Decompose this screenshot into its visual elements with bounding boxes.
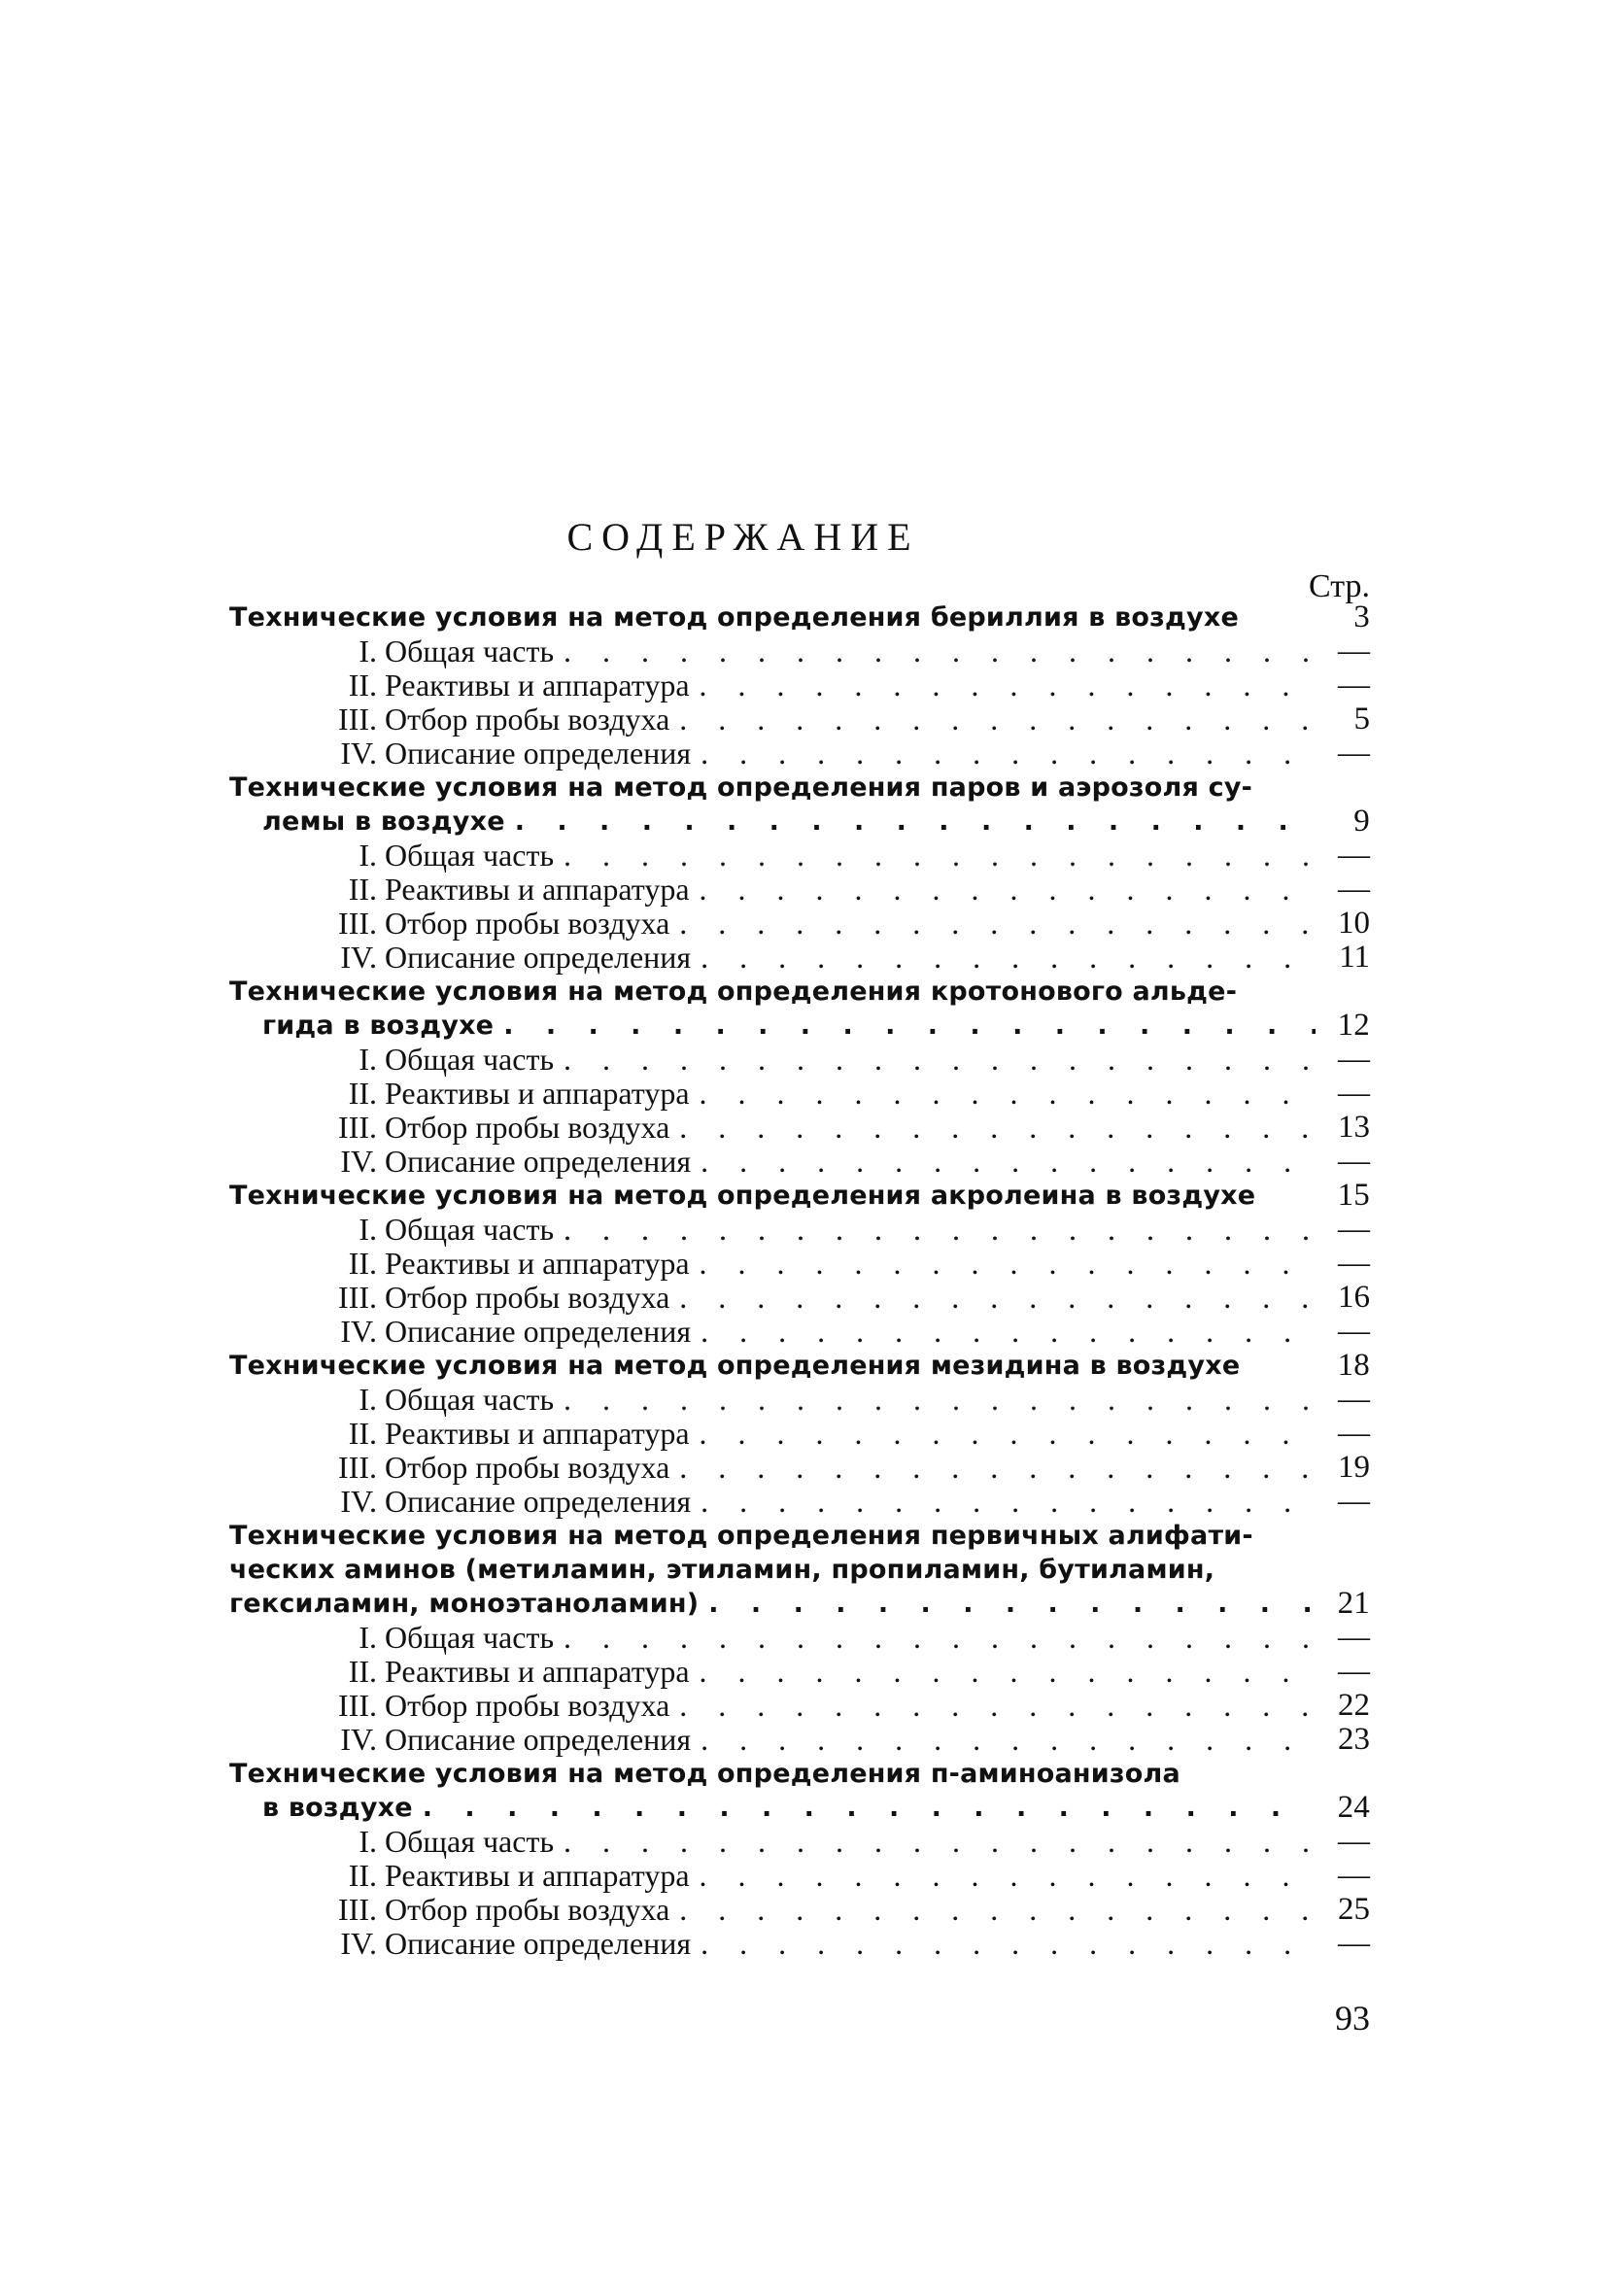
dot-leader	[701, 1315, 1316, 1349]
roman-numeral: II.	[348, 1654, 377, 1689]
roman-numeral: I.	[359, 1042, 377, 1077]
toc-subentry[interactable]	[229, 1077, 1370, 1111]
toc-entry-page: 12	[1337, 1008, 1370, 1043]
toc-subentry-label: Общая часть	[385, 1620, 555, 1655]
dot-leader	[701, 1145, 1316, 1179]
toc-subentry-label: Отбор пробы воздуха	[385, 1892, 670, 1927]
dot-leader	[679, 907, 1316, 941]
roman-numeral: I.	[359, 1212, 377, 1247]
toc-subentry-label: Описание определения	[385, 1144, 692, 1179]
toc-subentry[interactable]	[229, 1145, 1370, 1179]
toc-entry-title-continued[interactable]	[229, 1587, 1370, 1621]
dot-leader	[679, 1893, 1316, 1927]
toc-subentry-page: 10	[1338, 906, 1370, 941]
toc-subentry-label: Отбор пробы воздуха	[385, 1450, 670, 1485]
toc-subentry-label: Реактивы и аппаратура	[385, 872, 690, 907]
toc-subentry-page: —	[1338, 1382, 1370, 1417]
toc-entry-title-text: в воздухе	[262, 1793, 413, 1823]
toc-subentry-label: Общая часть	[385, 1382, 555, 1417]
roman-numeral: III.	[338, 1892, 377, 1927]
dot-leader	[564, 1825, 1316, 1859]
toc-subentry-page: —	[1338, 1926, 1370, 1961]
dot-leader	[515, 805, 1316, 839]
toc-entry-title-continued[interactable]	[229, 805, 1370, 839]
dot-leader	[700, 1859, 1316, 1893]
page-title: СОДЕРЖАНИЕ	[566, 515, 920, 559]
toc-subentry[interactable]	[229, 1723, 1370, 1757]
toc-entry-page: 21	[1337, 1586, 1370, 1621]
toc-subentry-label: Реактивы и аппаратура	[385, 1858, 690, 1893]
roman-numeral: III.	[338, 702, 377, 737]
roman-numeral: II.	[348, 1858, 377, 1893]
dot-leader	[700, 1417, 1316, 1451]
toc-subentry-page: —	[1338, 668, 1370, 703]
toc-subentry[interactable]	[229, 1281, 1370, 1315]
toc-subentry-page: —	[1338, 1246, 1370, 1281]
toc-subentry-label: Описание определения	[385, 1926, 692, 1961]
toc-entry-title-text: лемы в воздухе	[262, 806, 505, 837]
toc-entry-title-text: Технические условия на метод определения кротонового альде-	[229, 977, 1238, 1007]
toc-subentry[interactable]	[229, 907, 1370, 941]
roman-numeral: I.	[359, 1620, 377, 1655]
toc-entry-title-continued[interactable]	[229, 1553, 1370, 1587]
dot-leader	[701, 1485, 1316, 1519]
roman-numeral: II.	[348, 1416, 377, 1451]
toc-entry-title-text: ческих аминов (метиламин, этиламин, пропиламин, бутиламин,	[229, 1555, 1215, 1585]
toc-subentry-label: Отбор пробы воздуха	[385, 702, 670, 737]
toc-entry-page: 9	[1353, 804, 1370, 839]
toc-subentry-page: —	[1338, 872, 1370, 907]
toc-subentry-label: Реактивы и аппаратура	[385, 1416, 690, 1451]
toc-subentry-label: Реактивы и аппаратура	[385, 1654, 690, 1689]
toc-subentry-page: 25	[1338, 1892, 1370, 1927]
toc-subentry[interactable]	[229, 1383, 1370, 1417]
dot-leader	[564, 1621, 1316, 1655]
dot-leader	[700, 1247, 1316, 1281]
toc-subentry[interactable]	[229, 1247, 1370, 1281]
roman-numeral: IV.	[340, 1484, 377, 1519]
dot-leader	[679, 1689, 1316, 1723]
toc-entry-title-text: гида в воздухе	[262, 1011, 495, 1041]
toc-entry-title[interactable]	[229, 600, 1370, 634]
toc-subentry[interactable]	[229, 1655, 1370, 1689]
toc-subentry-page: —	[1338, 1042, 1370, 1077]
toc-subentry-page: 16	[1338, 1280, 1370, 1315]
dot-leader	[700, 873, 1316, 907]
toc-subentry-page: —	[1338, 1484, 1370, 1519]
roman-numeral: II.	[348, 1076, 377, 1111]
toc-subentry-page: —	[1338, 1416, 1370, 1451]
dot-leader	[564, 1383, 1316, 1417]
toc-subentry-label: Отбор пробы воздуха	[385, 1688, 670, 1723]
toc-subentry[interactable]	[229, 941, 1370, 975]
toc-subentry-page: —	[1338, 1314, 1370, 1349]
toc-entry-page: 15	[1337, 1178, 1370, 1213]
roman-numeral: I.	[359, 1382, 377, 1417]
roman-numeral: IV.	[340, 1144, 377, 1179]
toc-entry-page: 24	[1337, 1790, 1370, 1825]
dot-leader	[701, 737, 1316, 771]
toc-subentry-label: Описание определения	[385, 736, 692, 771]
toc-subentry-page: 5	[1353, 702, 1370, 737]
dot-leader	[701, 1723, 1316, 1757]
roman-numeral: IV.	[340, 1722, 377, 1757]
toc-subentry-page: 11	[1339, 940, 1370, 975]
toc-subentry-page: —	[1338, 634, 1370, 668]
toc-entry-title-continued[interactable]	[229, 1009, 1370, 1043]
toc-subentry[interactable]	[229, 703, 1370, 737]
toc-subentry-page: 22	[1338, 1688, 1370, 1723]
toc-subentry-label: Реактивы и аппаратура	[385, 1076, 690, 1111]
toc-subentry[interactable]	[229, 1927, 1370, 1961]
toc-subentry-page: —	[1338, 1654, 1370, 1689]
toc-subentry-label: Отбор пробы воздуха	[385, 906, 670, 941]
toc-subentry-label: Реактивы и аппаратура	[385, 1246, 690, 1281]
toc-subentry-page: —	[1338, 838, 1370, 873]
toc-subentry[interactable]	[229, 1315, 1370, 1349]
toc-subentry[interactable]	[229, 1451, 1370, 1485]
dot-leader	[700, 1655, 1316, 1689]
toc-subentry-label: Общая часть	[385, 1042, 555, 1077]
dot-leader	[700, 668, 1316, 703]
toc-subentry[interactable]	[229, 839, 1370, 873]
toc-subentry-label: Описание определения	[385, 1722, 692, 1757]
dot-leader	[701, 941, 1316, 975]
roman-numeral: IV.	[340, 940, 377, 975]
toc-entry-page: 3	[1353, 600, 1370, 634]
toc-subentry[interactable]	[229, 634, 1370, 668]
toc-subentry-label: Отбор пробы воздуха	[385, 1280, 670, 1315]
roman-numeral: III.	[338, 1280, 377, 1315]
toc-entry-title-text: Технические условия на метод определения паров и аэрозоля су-	[229, 772, 1253, 803]
toc-subentry-page: —	[1338, 1824, 1370, 1859]
toc-subentry[interactable]	[229, 668, 1370, 703]
page-number: 93	[1335, 1999, 1370, 2038]
toc-subentry[interactable]	[229, 1111, 1370, 1145]
roman-numeral: III.	[338, 1450, 377, 1485]
toc-subentry-page: —	[1338, 1076, 1370, 1111]
toc-subentry-page: —	[1338, 1858, 1370, 1893]
toc-subentry-page: —	[1338, 1144, 1370, 1179]
roman-numeral: IV.	[340, 1314, 377, 1349]
roman-numeral: IV.	[340, 1926, 377, 1961]
toc-entry-title[interactable]	[229, 1349, 1370, 1383]
toc-subentry-page: —	[1338, 1620, 1370, 1655]
roman-numeral: III.	[338, 906, 377, 941]
roman-numeral: II.	[348, 668, 377, 703]
dot-leader	[679, 1111, 1316, 1145]
toc-subentry-label: Описание определения	[385, 1484, 692, 1519]
toc-subentry[interactable]	[229, 1621, 1370, 1655]
toc-subentry-label: Общая часть	[385, 1824, 555, 1859]
dot-leader	[423, 1791, 1316, 1825]
toc-subentry[interactable]	[229, 1417, 1370, 1451]
dot-leader	[679, 703, 1316, 737]
roman-numeral: III.	[338, 1110, 377, 1145]
roman-numeral: II.	[348, 1246, 377, 1281]
toc-subentry[interactable]	[229, 1893, 1370, 1927]
toc-entry-title[interactable]	[229, 1757, 1370, 1791]
dot-leader	[564, 634, 1316, 668]
toc-subentry[interactable]	[229, 1859, 1370, 1893]
toc-subentry-page: —	[1338, 1212, 1370, 1247]
roman-numeral: IV.	[340, 736, 377, 771]
dot-leader	[700, 1077, 1316, 1111]
toc-subentry-page: 23	[1338, 1722, 1370, 1757]
toc-entry-title-text: Технические условия на метод определения бериллия в воздухе	[229, 602, 1239, 633]
page-column-header: Стр.	[1308, 568, 1370, 604]
toc-subentry-label: Описание определения	[385, 1314, 692, 1349]
toc-entry-title[interactable]	[229, 1179, 1370, 1213]
toc-entry-title[interactable]	[229, 771, 1370, 805]
toc-entry-page: 18	[1337, 1348, 1370, 1383]
toc-entry-title-text: Технические условия на метод определения первичных алифати-	[229, 1521, 1253, 1551]
toc-subentry-label: Реактивы и аппаратура	[385, 668, 690, 703]
dot-leader	[564, 1043, 1316, 1077]
roman-numeral: III.	[338, 1688, 377, 1723]
toc-entry-title-text: гексиламин, моноэтаноламин)	[229, 1589, 700, 1619]
toc-subentry-page: 13	[1338, 1110, 1370, 1145]
roman-numeral: I.	[359, 634, 377, 668]
toc-subentry[interactable]	[229, 873, 1370, 907]
dot-leader	[701, 1927, 1316, 1961]
toc-entry-title-text: Технические условия на метод определения п-аминоанизола	[229, 1759, 1180, 1789]
roman-numeral: I.	[359, 1824, 377, 1859]
toc-subentry-label: Отбор пробы воздуха	[385, 1110, 670, 1145]
dot-leader	[564, 1213, 1316, 1247]
roman-numeral: II.	[348, 872, 377, 907]
toc-subentry[interactable]	[229, 737, 1370, 771]
toc-subentry-page: —	[1338, 736, 1370, 771]
dot-leader	[564, 839, 1316, 873]
toc-subentry-label: Общая часть	[385, 1212, 555, 1247]
toc-entry-title-text: Технические условия на метод определения акролеина в воздухе	[229, 1181, 1256, 1211]
toc-entry-title-text: Технические условия на метод определения мезидина в воздухе	[229, 1351, 1241, 1381]
toc-subentry[interactable]	[229, 1043, 1370, 1077]
toc-subentry[interactable]	[229, 1485, 1370, 1519]
roman-numeral: I.	[359, 838, 377, 873]
toc-entry-title-continued[interactable]	[229, 1791, 1370, 1825]
toc-entry-title[interactable]	[229, 1519, 1370, 1553]
toc-subentry-label: Описание определения	[385, 940, 692, 975]
dot-leader	[503, 1009, 1316, 1043]
dot-leader	[679, 1281, 1316, 1315]
dot-leader	[708, 1587, 1316, 1621]
dot-leader	[679, 1451, 1316, 1485]
toc-subentry-label: Общая часть	[385, 838, 555, 873]
toc-subentry[interactable]	[229, 1213, 1370, 1247]
toc-subentry-page: 19	[1338, 1450, 1370, 1485]
table-of-contents	[229, 600, 1370, 1961]
toc-subentry[interactable]	[229, 1825, 1370, 1859]
toc-entry-title[interactable]	[229, 975, 1370, 1009]
toc-subentry-label: Общая часть	[385, 634, 555, 668]
toc-subentry[interactable]	[229, 1689, 1370, 1723]
